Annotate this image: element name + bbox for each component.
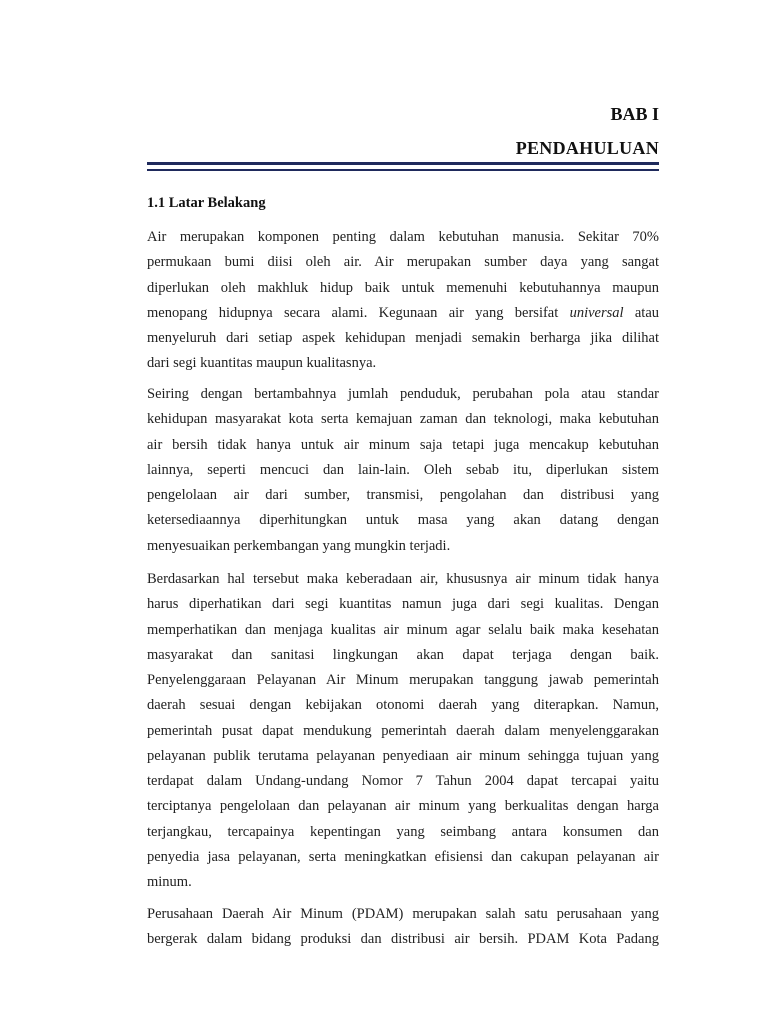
text-line: lainnya, seperti mencuci dan lain-lain. Oleh sebab itu, diperlukan sistem <box>147 461 659 478</box>
title-divider-thin <box>147 169 659 171</box>
text-line: permukaan bumi diisi oleh air. Air merupakan sumber daya yang sangat <box>147 254 659 271</box>
text-line: pelayanan publik terutama pelayanan penyediaan air minum sehingga tujuan yang <box>147 747 659 764</box>
text-line: Perusahaan Daerah Air Minum (PDAM) merupakan salah satu perusahaan yang <box>147 906 659 922</box>
text-line: terdapat dalam Undang-undang Nomor 7 Tahun 2004 dapat tercapai yaitu <box>147 773 659 789</box>
text-line: dari segi kuantitas maupun kualitasnya. <box>147 355 377 372</box>
text-line: harus diperhatikan dari segi kuantitas namun juga dari segi kualitas. Dengan <box>147 596 659 613</box>
italic-term: universal <box>569 304 624 321</box>
title-divider-thick <box>147 162 659 165</box>
text-line: menyeluruh dari setiap aspek kehidupan menjadi semakin berharga jika dilihat <box>147 330 659 346</box>
text-line: Seiring dengan bertambahnya jumlah penduduk, perubahan pola atau standar <box>147 386 659 402</box>
text-line: masyarakat dan sanitasi lingkungan akan dapat terjaga dengan baik. <box>147 646 659 663</box>
paragraph-4 <box>147 902 659 953</box>
text-line: terciptanya pengelolaan dan pelayanan air minum yang berkualitas dengan harga <box>147 798 659 815</box>
text-line: pemerintah pusat dapat mendukung pemerintah daerah dalam menyelenggarakan <box>147 722 659 739</box>
chapter-title: PENDAHULUAN <box>515 138 659 158</box>
text-line: menopang hidupnya secara alami. Kegunaan air yang bersifat universal atau <box>147 304 659 321</box>
text-line: penyedia jasa pelayanan, serta meningkatkan efisiensi dan cakupan pelayanan air <box>147 848 659 865</box>
paragraph-1 <box>147 225 659 377</box>
text-line: pengelolaan air dari sumber, transmisi, pengolahan dan distribusi yang <box>147 487 659 503</box>
text-line: kehidupan masyarakat kota serta kemajuan zaman dan teknologi, maka kebutuhan <box>147 411 659 428</box>
text-line: menyesuaikan perkembangan yang mungkin terjadi. <box>147 537 451 554</box>
text-line: ketersediaannya diperhitungkan untuk masa yang akan datang dengan <box>147 512 659 529</box>
text-line: daerah sesuai dengan kebijakan otonomi daerah yang diterapkan. Namun, <box>147 697 659 714</box>
text-line: terjangkau, tercapainya kepentingan yang seimbang antara konsumen dan <box>147 823 659 840</box>
paragraph-2 <box>147 382 659 559</box>
section-heading: 1.1 Latar Belakang <box>147 195 266 211</box>
text-line: Penyelenggaraan Pelayanan Air Minum merupakan tanggung jawab pemerintah <box>147 672 659 688</box>
text-line: Air merupakan komponen penting dalam kebutuhan manusia. Sekitar 70% <box>147 229 659 245</box>
text-line: air bersih tidak hanya untuk air minum saja tetapi juga mencakup kebutuhan <box>147 436 659 453</box>
text-line: memperhatikan dan menjaga kualitas air minum agar selalu baik maka kesehatan <box>147 621 659 638</box>
paragraph-3 <box>147 567 659 895</box>
text-line: Berdasarkan hal tersebut maka keberadaan air, khususnya air minum tidak hanya <box>147 571 659 587</box>
chapter-number: BAB I <box>610 104 659 124</box>
text-line: bergerak dalam bidang produksi dan distribusi air bersih. PDAM Kota Padang <box>147 931 659 948</box>
text-line: diperlukan oleh makhluk hidup baik untuk memenuhi kebutuhannya maupun <box>147 279 659 296</box>
text-line: minum. <box>147 874 192 890</box>
